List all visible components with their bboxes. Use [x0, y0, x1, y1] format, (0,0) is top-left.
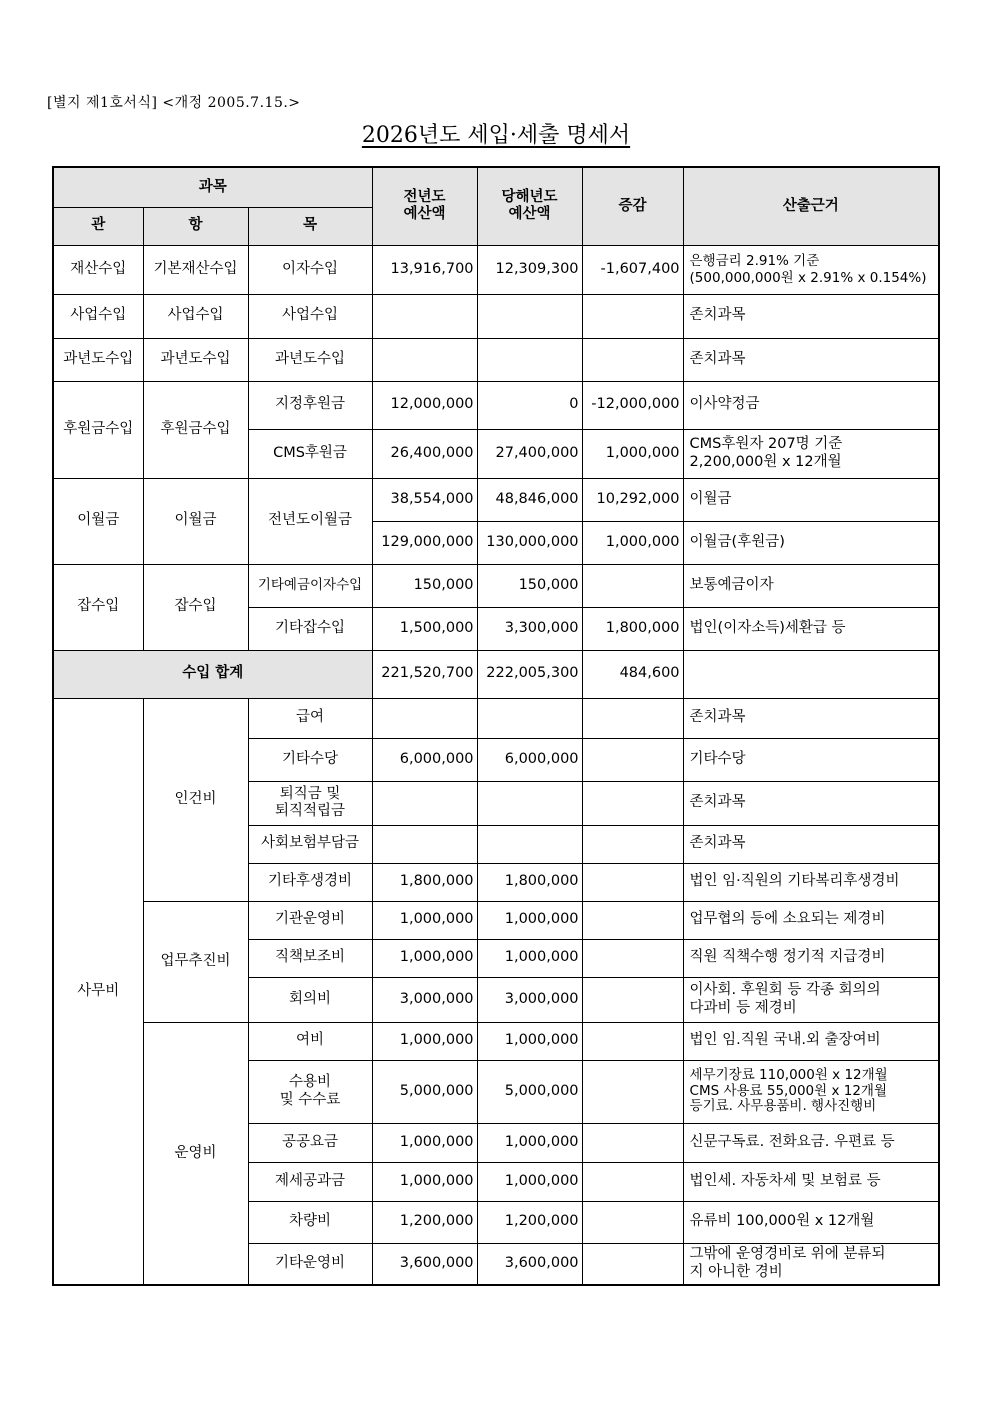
- table-row: [53, 381, 939, 429]
- curr-cell: 6,000,000: [477, 738, 582, 781]
- prev-cell: 13,916,700: [372, 245, 477, 294]
- document-title: [0, 118, 992, 149]
- diff-cell: -1,607,400: [582, 245, 683, 294]
- diff-cell: [582, 294, 683, 338]
- mok-cell: 과년도수입: [248, 338, 372, 381]
- prev-cell: [372, 698, 477, 738]
- income-total-curr: 222,005,300: [477, 650, 582, 698]
- header-prev-budget: 전년도 예산액: [372, 167, 477, 245]
- diff-cell: [582, 1060, 683, 1123]
- income-total-diff: 484,600: [582, 650, 683, 698]
- diff-cell: 10,292,000: [582, 478, 683, 521]
- income-total-prev: 221,520,700: [372, 650, 477, 698]
- basis-cell: 신문구독료. 전화요금. 우편료 등: [683, 1123, 939, 1162]
- curr-cell: 3,300,000: [477, 607, 582, 650]
- mok-cell: 기타수당: [248, 738, 372, 781]
- basis-cell: 이월금(후원금): [683, 521, 939, 564]
- basis-cell: 존치과목: [683, 294, 939, 338]
- table-row: [53, 1022, 939, 1060]
- curr-cell: 3,600,000: [477, 1243, 582, 1285]
- table-row: [53, 698, 939, 738]
- diff-cell: 1,800,000: [582, 607, 683, 650]
- prev-cell: 3,000,000: [372, 977, 477, 1022]
- basis-cell: 존치과목: [683, 825, 939, 863]
- diff-cell: [582, 977, 683, 1022]
- prev-cell: [372, 781, 477, 825]
- mok-cell: 기타후생경비: [248, 863, 372, 901]
- mok-cell: 수용비 및 수수료: [248, 1060, 372, 1123]
- prev-cell: 26,400,000: [372, 429, 477, 478]
- prev-cell: [372, 825, 477, 863]
- header-gwan: 관: [53, 207, 143, 245]
- diff-cell: [582, 939, 683, 977]
- gwan-cell: 사무비: [53, 698, 143, 1285]
- curr-cell: [477, 338, 582, 381]
- mok-cell: 퇴직금 및 퇴직적립금: [248, 781, 372, 825]
- mok-cell: 여비: [248, 1022, 372, 1060]
- header-basis: 산출근거: [683, 167, 939, 245]
- basis-cell: 법인 임.직원 국내.외 출장여비: [683, 1022, 939, 1060]
- header-curr-budget: 당해년도 예산액: [477, 167, 582, 245]
- diff-cell: [582, 1243, 683, 1285]
- basis-cell: 세무기장료 110,000원 x 12개월 CMS 사용료 55,000원 x 12개월 등기료. 사무용품비. 행사진행비: [683, 1060, 939, 1123]
- mok-cell: 공공요금: [248, 1123, 372, 1162]
- curr-cell: 1,800,000: [477, 863, 582, 901]
- mok-cell: 직책보조비: [248, 939, 372, 977]
- income-total-row: [53, 650, 939, 698]
- curr-cell: 0: [477, 381, 582, 429]
- basis-cell: CMS후원자 207명 기준 2,200,000원 x 12개월: [683, 429, 939, 478]
- curr-cell: 5,000,000: [477, 1060, 582, 1123]
- mok-cell: 차량비: [248, 1201, 372, 1243]
- curr-cell: 150,000: [477, 564, 582, 607]
- diff-cell: [582, 863, 683, 901]
- curr-cell: [477, 825, 582, 863]
- basis-cell: 존치과목: [683, 781, 939, 825]
- table-row: [53, 901, 939, 939]
- mok-cell: 전년도이월금: [248, 478, 372, 564]
- curr-cell: [477, 698, 582, 738]
- curr-cell: 1,000,000: [477, 1162, 582, 1201]
- header-subject: 과목: [53, 167, 372, 207]
- basis-cell: 기타수당: [683, 738, 939, 781]
- income-total-label: 수입 합계: [53, 650, 372, 698]
- basis-cell: 보통예금이자: [683, 564, 939, 607]
- prev-cell: 3,600,000: [372, 1243, 477, 1285]
- diff-cell: [582, 738, 683, 781]
- hang-cell: 잡수입: [143, 564, 248, 650]
- basis-cell: 법인(이자소득)세환급 등: [683, 607, 939, 650]
- document-title-text: 2026년도 세입·세출 명세서: [361, 123, 631, 148]
- diff-cell: 1,000,000: [582, 429, 683, 478]
- diff-cell: [582, 1162, 683, 1201]
- prev-cell: [372, 294, 477, 338]
- basis-cell: 이사약정금: [683, 381, 939, 429]
- diff-cell: [582, 1123, 683, 1162]
- curr-cell: 1,000,000: [477, 901, 582, 939]
- prev-cell: 1,000,000: [372, 939, 477, 977]
- prev-cell: 150,000: [372, 564, 477, 607]
- diff-cell: [582, 338, 683, 381]
- mok-cell: 회의비: [248, 977, 372, 1022]
- gwan-cell: 과년도수입: [53, 338, 143, 381]
- curr-cell: [477, 294, 582, 338]
- hang-cell: 과년도수입: [143, 338, 248, 381]
- prev-cell: 1,800,000: [372, 863, 477, 901]
- diff-cell: 1,000,000: [582, 521, 683, 564]
- mok-cell: 기관운영비: [248, 901, 372, 939]
- basis-cell: 존치과목: [683, 698, 939, 738]
- table-row: [53, 294, 939, 338]
- gwan-cell: 재산수입: [53, 245, 143, 294]
- basis-cell: 이사회. 후원회 등 각종 회의의 다과비 등 제경비: [683, 977, 939, 1022]
- diff-cell: [582, 564, 683, 607]
- mok-cell: 지정후원금: [248, 381, 372, 429]
- hang-cell: 후원금수입: [143, 381, 248, 478]
- basis-cell: 존치과목: [683, 338, 939, 381]
- hang-cell: 이월금: [143, 478, 248, 564]
- gwan-cell: 이월금: [53, 478, 143, 564]
- curr-cell: 1,000,000: [477, 939, 582, 977]
- mok-cell: CMS후원금: [248, 429, 372, 478]
- prev-cell: 38,554,000: [372, 478, 477, 521]
- table-row: [53, 478, 939, 521]
- prev-cell: 1,000,000: [372, 1162, 477, 1201]
- diff-cell: [582, 825, 683, 863]
- hang-cell: 기본재산수입: [143, 245, 248, 294]
- prev-cell: 1,000,000: [372, 901, 477, 939]
- prev-cell: 5,000,000: [372, 1060, 477, 1123]
- curr-cell: 27,400,000: [477, 429, 582, 478]
- curr-cell: 130,000,000: [477, 521, 582, 564]
- mok-cell: 기타잡수입: [248, 607, 372, 650]
- table-row: [53, 245, 939, 294]
- header-mok: 목: [248, 207, 372, 245]
- budget-table: [52, 166, 940, 1286]
- basis-cell: 이월금: [683, 478, 939, 521]
- mok-cell: 기타운영비: [248, 1243, 372, 1285]
- basis-cell: 법인세. 자동차세 및 보험료 등: [683, 1162, 939, 1201]
- basis-cell: 업무협의 등에 소요되는 제경비: [683, 901, 939, 939]
- diff-cell: -12,000,000: [582, 381, 683, 429]
- prev-cell: [372, 338, 477, 381]
- mok-cell: 급여: [248, 698, 372, 738]
- basis-cell: 직원 직책수행 정기적 지급경비: [683, 939, 939, 977]
- hang-cell: 사업수입: [143, 294, 248, 338]
- prev-cell: 129,000,000: [372, 521, 477, 564]
- curr-cell: 1,200,000: [477, 1201, 582, 1243]
- basis-cell: 그밖에 운영경비로 위에 분류되 지 아니한 경비: [683, 1243, 939, 1285]
- form-label: [별지 제1호서식] <개정 2005.7.15.>: [47, 95, 301, 111]
- header-diff: 증감: [582, 167, 683, 245]
- gwan-cell: 잡수입: [53, 564, 143, 650]
- diff-cell: [582, 1201, 683, 1243]
- table-row: [53, 564, 939, 607]
- curr-cell: [477, 781, 582, 825]
- prev-cell: 1,000,000: [372, 1123, 477, 1162]
- hang-cell: 업무추진비: [143, 901, 248, 1022]
- basis-cell: 법인 임·직원의 기타복리후생경비: [683, 863, 939, 901]
- basis-cell: 유류비 100,000원 x 12개월: [683, 1201, 939, 1243]
- prev-cell: 6,000,000: [372, 738, 477, 781]
- income-total-basis: [683, 650, 939, 698]
- curr-cell: 12,309,300: [477, 245, 582, 294]
- hang-cell: 운영비: [143, 1022, 248, 1285]
- basis-cell: 은행금리 2.91% 기준 (500,000,000원 x 2.91% x 0.154%): [683, 245, 939, 294]
- mok-cell: 이자수입: [248, 245, 372, 294]
- diff-cell: [582, 1022, 683, 1060]
- gwan-cell: 후원금수입: [53, 381, 143, 478]
- mok-cell: 기타예금이자수입: [248, 564, 372, 607]
- table-row: [53, 338, 939, 381]
- prev-cell: 1,200,000: [372, 1201, 477, 1243]
- diff-cell: [582, 901, 683, 939]
- curr-cell: 1,000,000: [477, 1022, 582, 1060]
- prev-cell: 1,500,000: [372, 607, 477, 650]
- prev-cell: 1,000,000: [372, 1022, 477, 1060]
- diff-cell: [582, 698, 683, 738]
- diff-cell: [582, 781, 683, 825]
- prev-cell: 12,000,000: [372, 381, 477, 429]
- curr-cell: 3,000,000: [477, 977, 582, 1022]
- curr-cell: 1,000,000: [477, 1123, 582, 1162]
- header-hang: 항: [143, 207, 248, 245]
- mok-cell: 제세공과금: [248, 1162, 372, 1201]
- mok-cell: 사업수입: [248, 294, 372, 338]
- hang-cell: 인건비: [143, 698, 248, 901]
- mok-cell: 사회보험부담금: [248, 825, 372, 863]
- curr-cell: 48,846,000: [477, 478, 582, 521]
- gwan-cell: 사업수입: [53, 294, 143, 338]
